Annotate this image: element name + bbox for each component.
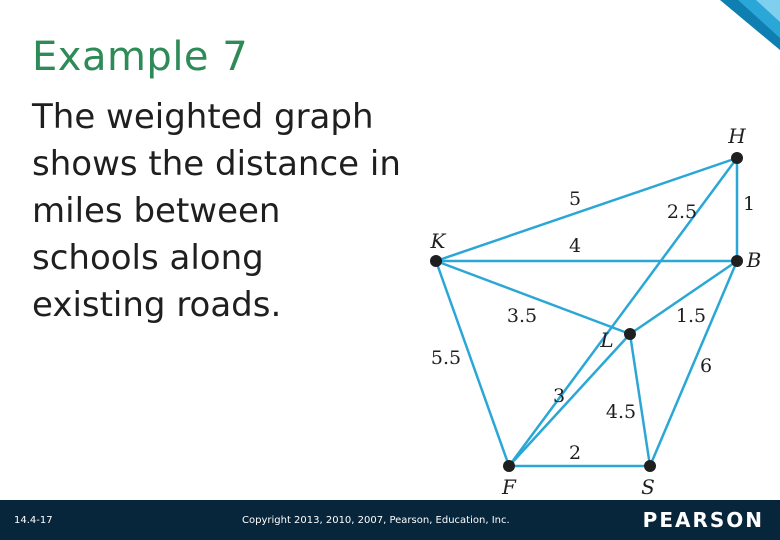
node-l bbox=[624, 328, 636, 340]
edge-weight-h-b: 1 bbox=[742, 193, 756, 215]
body-line: schools along bbox=[32, 238, 264, 278]
node-label-l: L bbox=[600, 328, 614, 352]
node-s bbox=[644, 460, 656, 472]
edge-l-s bbox=[630, 334, 650, 466]
node-label-h: H bbox=[728, 124, 746, 148]
node-label-s: S bbox=[641, 475, 655, 499]
body-line: miles between bbox=[32, 191, 281, 231]
edge-weight-k-b: 4 bbox=[568, 235, 582, 257]
edge-weight-b-s: 6 bbox=[699, 355, 713, 377]
edge-weight-k-h: 5 bbox=[568, 188, 582, 210]
body-line: shows the distance in bbox=[32, 144, 401, 184]
node-b bbox=[731, 255, 743, 267]
edge-weight-l-b: 1.5 bbox=[675, 305, 707, 327]
node-label-k: K bbox=[430, 229, 446, 253]
edge-weight-k-f: 5.5 bbox=[430, 347, 462, 369]
edge-weight-l-s: 4.5 bbox=[605, 401, 637, 423]
edge-weight-k-l: 3.5 bbox=[506, 305, 538, 327]
node-k bbox=[430, 255, 442, 267]
slide-number: 14.4-17 bbox=[14, 515, 53, 526]
node-h bbox=[731, 152, 743, 164]
edge-weight-h-f: 2.5 bbox=[666, 201, 698, 223]
edge-weight-l-f: 3 bbox=[552, 385, 566, 407]
copyright-text: Copyright 2013, 2010, 2007, Pearson, Education, Inc. bbox=[242, 515, 510, 526]
node-label-f: F bbox=[502, 475, 516, 499]
body-line: existing roads. bbox=[32, 285, 282, 325]
pearson-logo: PEARSON bbox=[642, 508, 764, 532]
edge-weight-f-s: 2 bbox=[568, 442, 582, 464]
slide-title: Example 7 bbox=[32, 34, 249, 80]
node-label-b: B bbox=[746, 248, 762, 272]
node-f bbox=[503, 460, 515, 472]
footer-bar bbox=[0, 500, 780, 540]
body-line: The weighted graph bbox=[32, 97, 374, 137]
